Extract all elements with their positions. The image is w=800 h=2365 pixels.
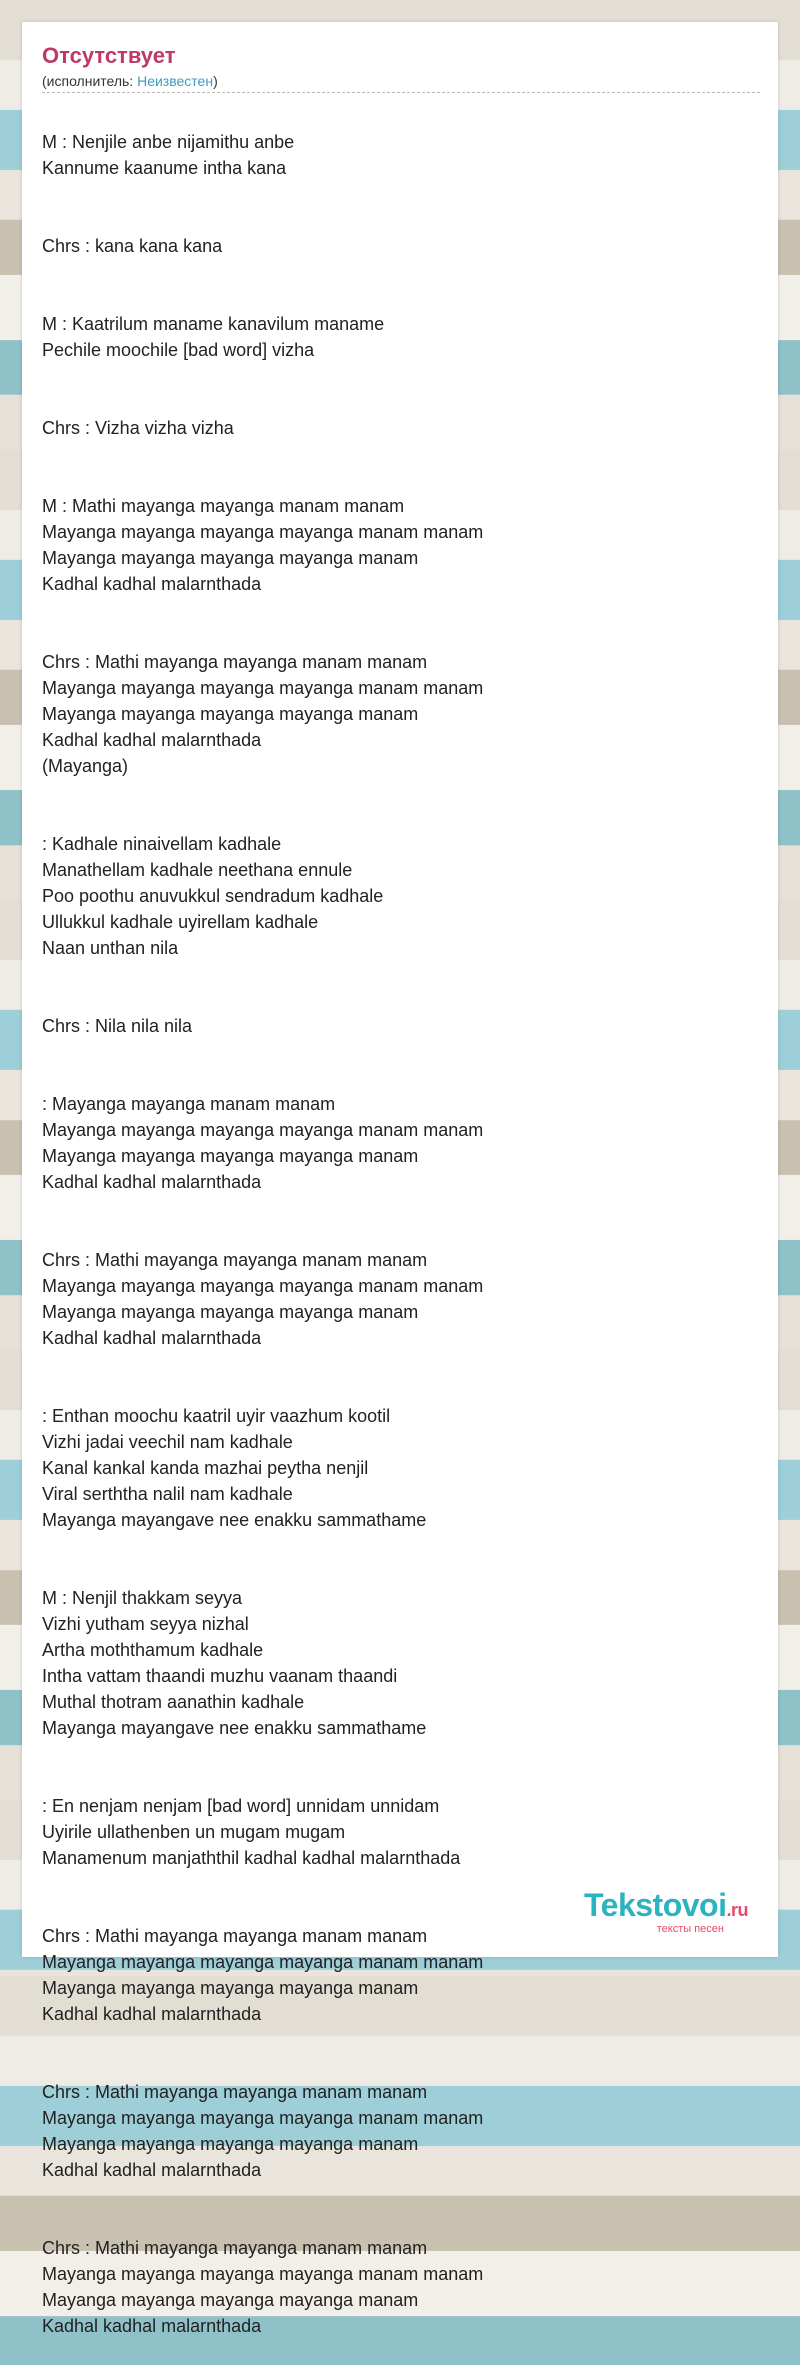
lyrics-stanza: Chrs : Mathi mayanga mayanga manam manam Mayanga mayanga mayanga mayanga manam manam Mayanga mayanga mayanga mayanga manam Kadhal kadhal malarnthada (Mayanga) xyxy=(42,652,484,776)
lyrics-stanza: Chrs : Mathi mayanga mayanga manam manam Mayanga mayanga mayanga mayanga manam manam Mayanga mayanga mayanga mayanga manam Kadhal kadhal malarnthada xyxy=(42,2238,484,2336)
artist-prefix: (исполнитель: xyxy=(42,73,138,89)
song-title: Отсутствует xyxy=(42,43,176,68)
lyrics-stanza: M : Nenjil thakkam seyya Vizhi yutham seyya nizhal Artha moththamum kadhale Intha vattam thaandi muzhu vaanam thaandi Muthal thotram aanathin kadhale Mayanga mayangave nee enakku sammathame xyxy=(42,1588,427,1738)
logo-name: Tekstovoi xyxy=(583,1887,727,1923)
lyrics-stanza: : Kadhale ninaivellam kadhale Manathellam kadhale neethana ennule Poo poothu anuvukkul sendradum kadhale Ullukkul kadhale uyirellam kadhale Naan unthan nila xyxy=(42,834,384,958)
artist-link[interactable]: Неизвестен xyxy=(137,73,214,89)
lyrics-stanza: M : Mathi mayanga mayanga manam manam Mayanga mayanga mayanga mayanga manam manam Mayanga mayanga mayanga mayanga manam Kadhal kadhal malarnthada xyxy=(42,496,484,594)
artist-suffix: ) xyxy=(213,73,218,89)
logo-wordmark xyxy=(584,1888,748,1927)
lyrics-body xyxy=(42,103,758,2365)
lyrics-stanza: Chrs : Mathi mayanga mayanga manam manam Mayanga mayanga mayanga mayanga manam manam Mayanga mayanga mayanga mayanga manam Kadhal kadhal malarnthada xyxy=(42,1926,484,2024)
lyrics-stanza: M : Kaatrilum maname kanavilum maname Pechile moochile [bad word] vizha xyxy=(42,314,385,360)
lyrics-stanza: M : Nenjile anbe nijamithu anbe Kannume kaanume intha kana xyxy=(42,132,295,178)
lyrics-stanza: Chrs : Mathi mayanga mayanga manam manam Mayanga mayanga mayanga mayanga manam manam Mayanga mayanga mayanga mayanga manam Kadhal kadhal malarnthada xyxy=(42,1250,484,1348)
lyrics-stanza: Chrs : Nila nila nila xyxy=(42,1016,193,1036)
lyrics-stanza: Chrs : kana kana kana xyxy=(42,236,223,256)
artist-line xyxy=(42,72,758,90)
lyrics-stanza: Chrs : Vizha vizha vizha xyxy=(42,418,234,438)
lyrics-stanza: Chrs : Mathi mayanga mayanga manam manam Mayanga mayanga mayanga mayanga manam manam Mayanga mayanga mayanga mayanga manam Kadhal kadhal malarnthada xyxy=(42,2082,484,2180)
lyrics-stanza: : Enthan moochu kaatril uyir vaazhum kootil Vizhi jadai veechil nam kadhale Kanal kankal kanda mazhai peytha nenjil Viral serththa nalil nam kadhale Mayanga mayangave nee enakku sammathame xyxy=(42,1406,427,1530)
lyrics-card xyxy=(22,22,778,2336)
site-logo[interactable] xyxy=(584,1888,748,1935)
logo-tagline: тексты песен xyxy=(656,1923,724,1935)
logo-tld: .ru xyxy=(726,1900,748,1920)
lyrics-stanza: : En nenjam nenjam [bad word] unnidam unnidam Uyirile ullathenben un mugam mugam Manamenum manjaththil kadhal kadhal malarnthada xyxy=(42,1796,461,1868)
header-divider xyxy=(42,92,760,93)
lyrics-stanza: : Mayanga mayanga manam manam Mayanga mayanga mayanga mayanga manam manam Mayanga mayanga mayanga mayanga manam Kadhal kadhal malarnthada xyxy=(42,1094,484,1192)
